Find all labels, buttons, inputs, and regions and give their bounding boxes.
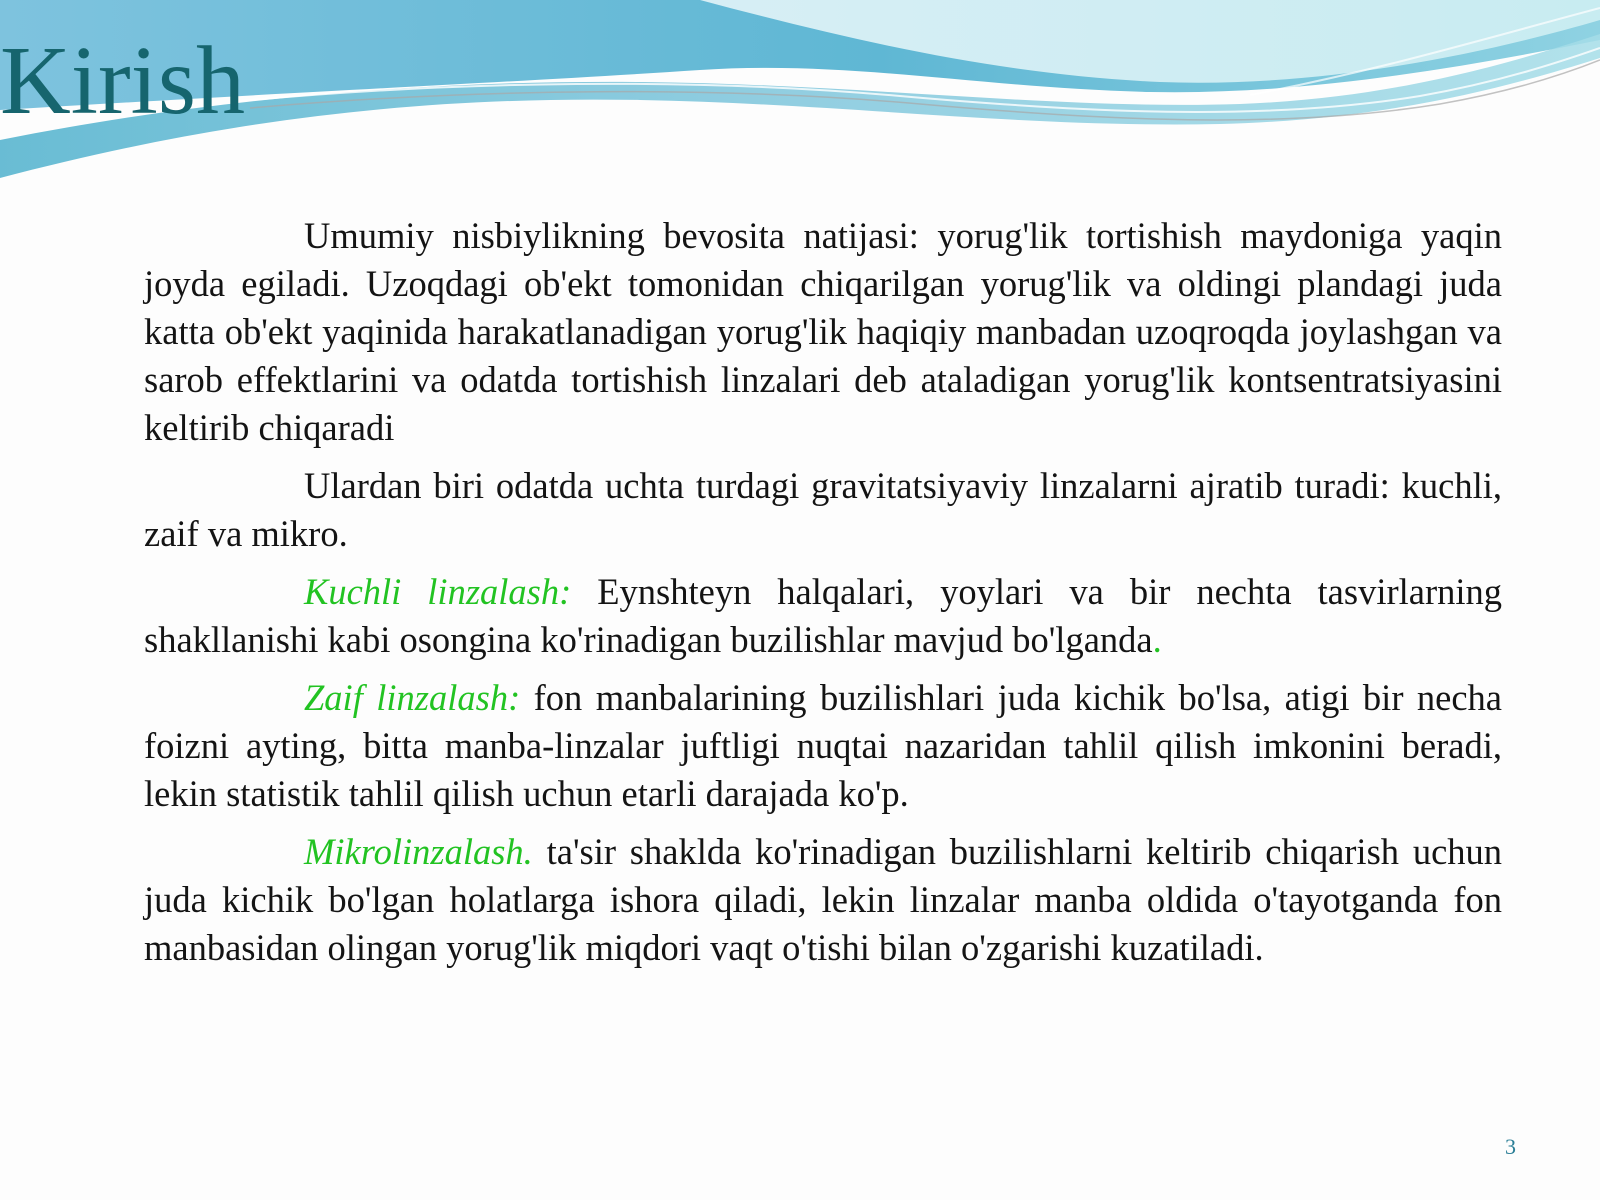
paragraph-strong-lensing <box>144 568 1502 664</box>
paragraph-intro <box>144 212 1502 452</box>
term-strong-lensing: Kuchli linzalash: <box>304 571 572 612</box>
paragraph-text: fon manbalarining buzilishlari juda kichik bo'lsa, atigi bir necha foizni ayting, bitta manba-linzalar juftligi nuqtai nazaridan tahlil qilish imkonini beradi, lekin statistik tahlil qilish uchun etarli darajada ko'p. <box>144 677 1502 814</box>
paragraph-weak-lensing <box>144 674 1502 818</box>
paragraph-text: Ulardan biri odatda uchta turdagi gravitatsiyaviy linzalarni ajratib turadi: kuchli, zaif va mikro. <box>144 465 1502 554</box>
paragraph-microlensing <box>144 828 1502 972</box>
accent-period: . <box>1152 619 1162 660</box>
paragraph-text: ta'sir shaklda ko'rinadigan buzilishlarni keltirib chiqarish uchun juda kichik bo'lgan holatlarga ishora qiladi, lekin linzalar manba oldida o'tayotganda fon manbasidan olingan yorug'lik miqdori vaqt o'tishi bilan o'zgarishi kuzatiladi. <box>144 831 1503 968</box>
paragraph-text: Umumiy nisbiylikning bevosita natijasi: yorug'lik tortishish maydoniga yaqin joyda egiladi. Uzoqdagi ob'ekt tomonidan chiqarilgan yorug'lik va oldingi plandagi juda katta ob'ekt yaqinida harakatlanadigan yorug'lik haqiqiy manbadan uzoqroqda joylashgan va sarob effektlarini va odatda tortishish linzalari deb ataladigan yorug'lik kontsentratsiyasini keltirib chiqaradi <box>144 215 1502 448</box>
term-microlensing: Mikrolinzalash. <box>304 831 533 872</box>
slide-number: 3 <box>1505 1134 1516 1159</box>
slide-title: Kirish <box>0 27 245 135</box>
paragraph-text: Eynshteyn halqalari, yoylari va bir nechta tasvirlarning shakllanishi kabi osongina ko'rinadigan buzilishlar mavjud bo'lganda <box>144 571 1503 660</box>
slide-body <box>144 212 1502 982</box>
paragraph-types <box>144 462 1502 558</box>
term-weak-lensing: Zaif linzalash: <box>304 677 521 718</box>
